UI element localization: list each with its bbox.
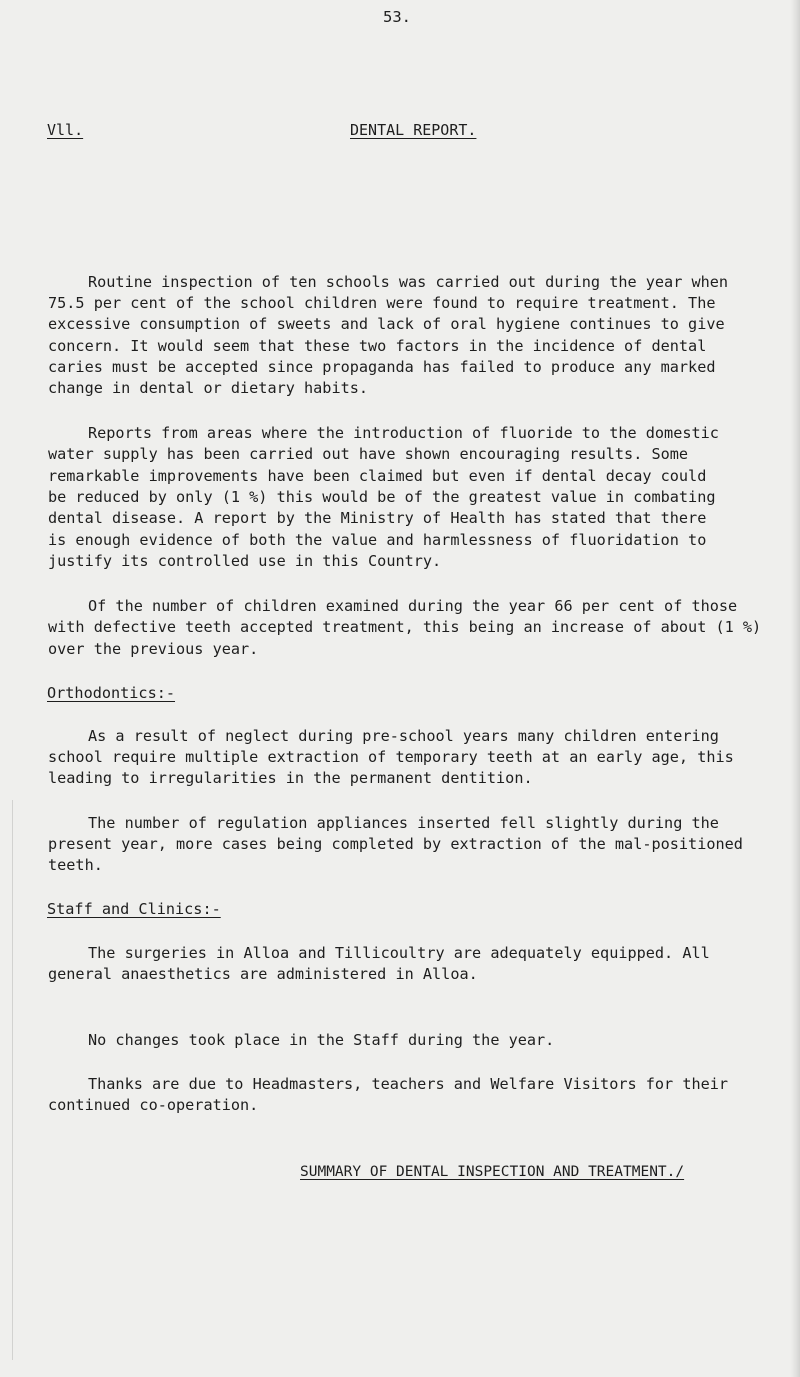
text-line: concern. It would seem that these two factors in the incidence of dental <box>48 337 707 355</box>
text-line: school require multiple extraction of temporary teeth at an early age, this <box>48 748 734 766</box>
text-line: caries must be accepted since propaganda has failed to produce any marked <box>48 358 716 376</box>
text-line: with defective teeth accepted treatment, this being an increase of about (1 %) <box>48 618 762 636</box>
text-line: present year, more cases being completed by extraction of the mal-positioned <box>48 835 743 853</box>
text-line: Of the number of children examined during the year 66 per cent of those <box>88 597 738 615</box>
text-line: Reports from areas where the introduction of fluoride to the domestic <box>88 424 719 442</box>
text-line: be reduced by only (1 %) this would be of the greatest value in combating <box>48 488 716 506</box>
text-line: justify its controlled use in this Country. <box>48 552 442 570</box>
text-line: leading to irregularities in the permanent dentition. <box>48 769 533 787</box>
text-line: water supply has been carried out have shown encouraging results. Some <box>48 445 689 463</box>
text-line: change in dental or dietary habits. <box>48 379 369 397</box>
text-line: 75.5 per cent of the school children were found to require treatment. The <box>48 294 716 312</box>
text-line: dental disease. A report by the Ministry of Health has stated that there <box>48 509 707 527</box>
text-line: general anaesthetics are administered in Alloa. <box>48 965 478 983</box>
summary-continuation-link: SUMMARY OF DENTAL INSPECTION AND TREATMENT./ <box>300 1164 685 1180</box>
text-line: over the previous year. <box>48 640 259 658</box>
section-number: Vll. <box>47 121 84 139</box>
text-line: No changes took place in the Staff during the year. <box>88 1031 555 1049</box>
margin-artifact <box>12 800 13 1360</box>
page-edge-shadow <box>790 0 800 1377</box>
section-title: DENTAL REPORT. <box>350 121 477 139</box>
text-line: remarkable improvements have been claimed but even if dental decay could <box>48 467 707 485</box>
text-line: Thanks are due to Headmasters, teachers and Welfare Visitors for their <box>88 1075 729 1093</box>
text-line: As a result of neglect during pre-school years many children entering <box>88 727 719 745</box>
text-line: teeth. <box>48 856 103 874</box>
orthodontics-heading: Orthodontics:- <box>47 684 176 702</box>
text-line: The number of regulation appliances inserted fell slightly during the <box>88 814 719 832</box>
text-line: is enough evidence of both the value and harmlessness of fluoridation to <box>48 531 707 549</box>
text-line: Routine inspection of ten schools was carried out during the year when <box>88 273 729 291</box>
page-number: 53. <box>383 8 411 26</box>
text-line: excessive consumption of sweets and lack of oral hygiene continues to give <box>48 315 725 333</box>
text-line: The surgeries in Alloa and Tillicoultry are adequately equipped. All <box>88 944 710 962</box>
text-line: continued co-operation. <box>48 1096 259 1114</box>
staff-clinics-heading: Staff and Clinics:- <box>47 900 221 918</box>
